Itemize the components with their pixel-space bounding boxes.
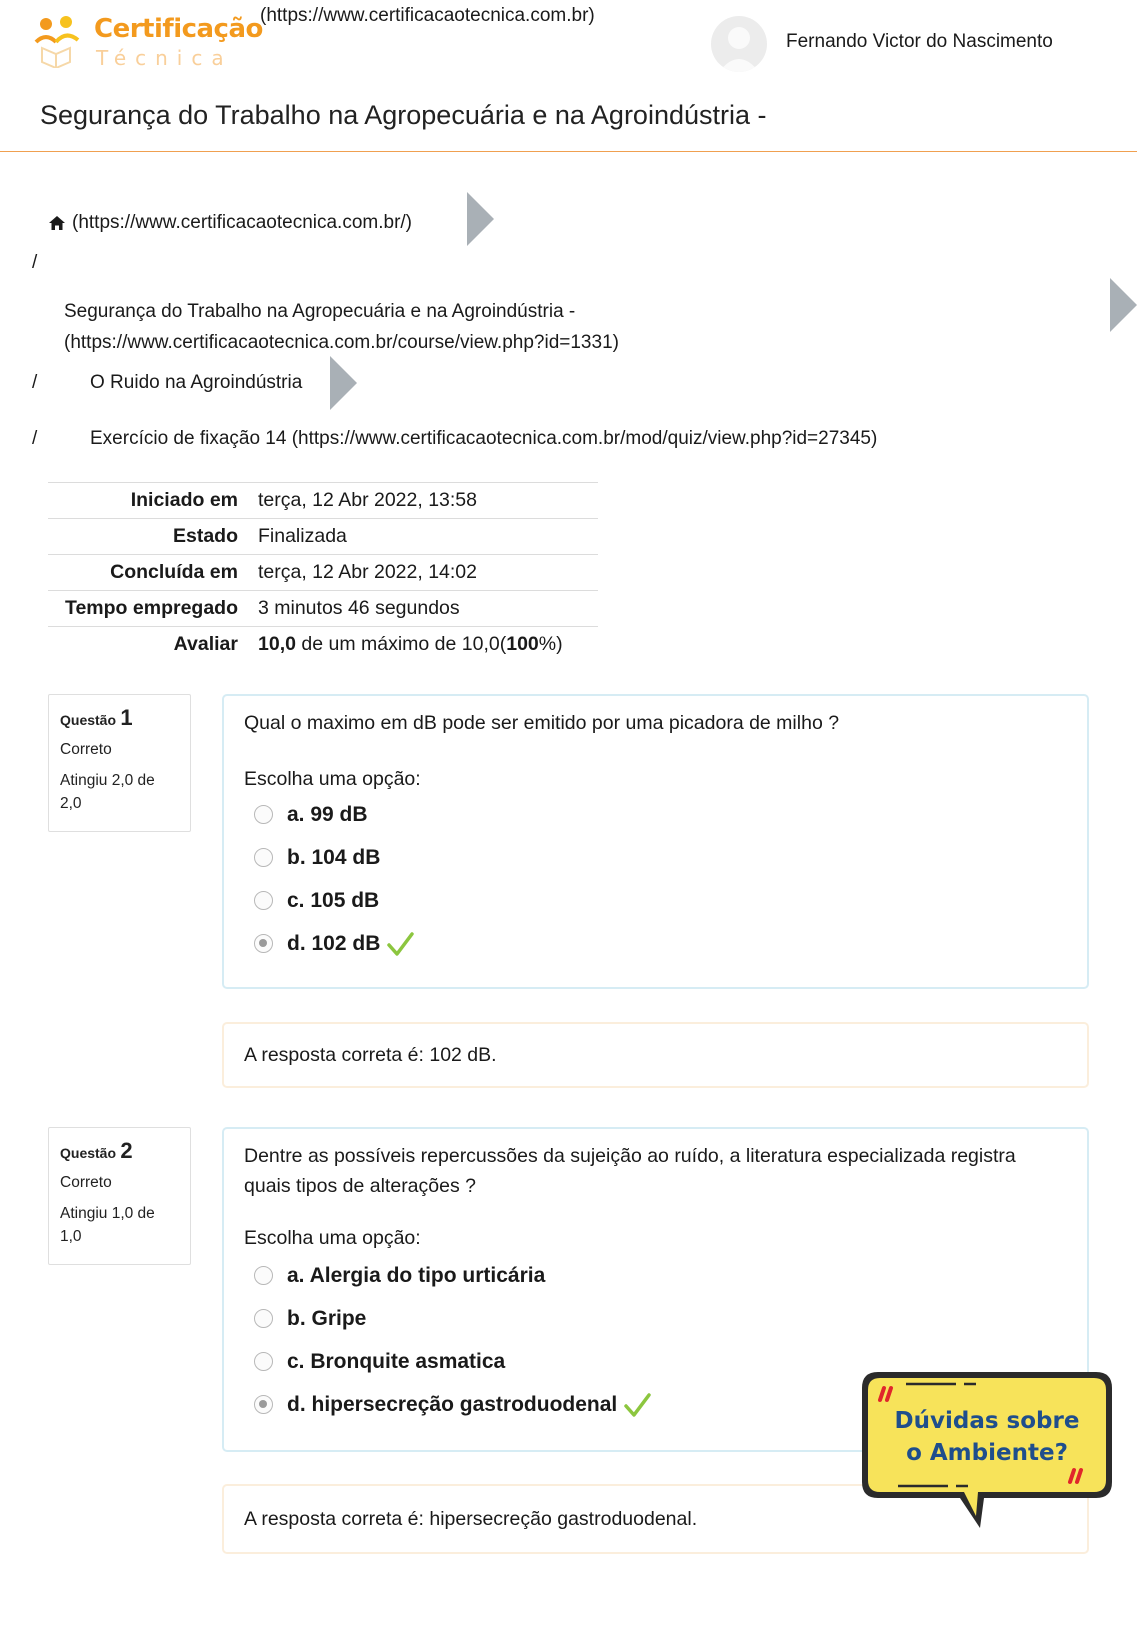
breadcrumb-arrow: [330, 356, 357, 410]
summary-label: Iniciado em: [48, 483, 248, 519]
correct-answer-text: A resposta correta é: 102 dB.: [244, 1043, 497, 1066]
summary-label: Tempo empregado: [48, 591, 248, 627]
question-grade: Atingiu 2,0 de 2,0: [60, 772, 155, 812]
home-icon: [48, 215, 66, 231]
summary-row-time: [48, 591, 598, 627]
summary-label: Concluída em: [48, 555, 248, 591]
breadcrumb-home-label: (https://www.certificacaotecnica.com.br/): [72, 212, 412, 233]
help-bubble-line1: Dúvidas sobre: [894, 1408, 1080, 1434]
grade-percent: 100: [506, 633, 539, 656]
summary-row-state: [48, 519, 598, 555]
breadcrumb-separator: /: [32, 428, 38, 449]
option-radio[interactable]: [254, 891, 273, 910]
summary-value: Finalizada: [248, 519, 598, 555]
grade-score: 10,0: [258, 633, 296, 656]
option-radio[interactable]: [254, 1352, 273, 1371]
summary-value: [248, 627, 598, 663]
option-radio-selected[interactable]: [254, 1395, 273, 1414]
option-label: a. 99 dB: [287, 802, 368, 826]
option-label: c. Bronquite asmatica: [287, 1349, 506, 1373]
help-bubble-line2: o Ambiente?: [906, 1440, 1068, 1466]
question-content: [222, 694, 1089, 989]
question-info: [48, 1127, 191, 1265]
option-label: d. 102 dB: [287, 931, 381, 955]
logo-text: Certificação: [94, 14, 263, 44]
breadcrumb-separator: /: [32, 372, 38, 393]
choice-prompt: Escolha uma opção:: [244, 1227, 421, 1249]
breadcrumb-course-line1: Segurança do Trabalho na Agropecuária e na Agroindústria -: [64, 301, 576, 322]
summary-row-completed: [48, 555, 598, 591]
question-info: [48, 694, 191, 832]
answer-option[interactable]: [254, 836, 1067, 879]
user-silhouette-icon: [711, 16, 767, 72]
summary-label: Avaliar: [48, 627, 248, 663]
summary-row-started: [48, 483, 598, 519]
summary-label: Estado: [48, 519, 248, 555]
option-label: d. hipersecreção gastroduodenal: [287, 1392, 618, 1416]
correct-check-icon: [623, 1391, 651, 1419]
user-name[interactable]: Fernando Victor do Nascimento: [786, 31, 1053, 52]
option-radio-selected[interactable]: [254, 934, 273, 953]
logo-subtext: Técnica: [96, 46, 233, 70]
question-grade: Atingiu 1,0 de 1,0: [60, 1205, 155, 1245]
option-radio[interactable]: [254, 1309, 273, 1328]
summary-row-grade: [48, 627, 598, 663]
answer-option-selected[interactable]: [254, 922, 1067, 965]
summary-value: terça, 12 Abr 2022, 13:58: [248, 483, 598, 519]
breadcrumb-arrow: [467, 192, 494, 246]
option-radio[interactable]: [254, 805, 273, 824]
breadcrumb-course[interactable]: [64, 296, 619, 358]
attempt-summary-table: [48, 482, 598, 663]
question-status: Correto: [60, 741, 112, 758]
option-label: c. 105 dB: [287, 888, 380, 912]
breadcrumb-home[interactable]: [48, 212, 412, 234]
user-avatar[interactable]: [711, 16, 767, 72]
correct-answer-feedback: [222, 1022, 1089, 1088]
option-label: b. Gripe: [287, 1306, 367, 1330]
answer-option[interactable]: [254, 1254, 1067, 1297]
question-label: Questão: [60, 1145, 117, 1161]
summary-value: terça, 12 Abr 2022, 14:02: [248, 555, 598, 591]
grade-middle: de um máximo de 10,0(: [295, 633, 507, 656]
page-title: Segurança do Trabalho na Agropecuária e na Agroindústria -: [40, 100, 767, 130]
site-url-link[interactable]: (https://www.certificacaotecnica.com.br): [260, 5, 595, 26]
answer-option[interactable]: [254, 879, 1067, 922]
question-label: Questão: [60, 712, 117, 728]
breadcrumb-quiz[interactable]: Exercício de fixação 14 (https://www.certificacaotecnica.com.br/mod/quiz/view.php?id=27345): [90, 428, 878, 449]
breadcrumb-arrow: [1110, 278, 1137, 332]
question-number: 1: [120, 705, 133, 730]
correct-check-icon: [386, 930, 414, 958]
option-label: b. 104 dB: [287, 845, 381, 869]
answer-option[interactable]: [254, 793, 1067, 836]
answer-option[interactable]: [254, 1297, 1067, 1340]
option-radio[interactable]: [254, 848, 273, 867]
option-label: a. Alergia do tipo urticária: [287, 1263, 546, 1287]
help-bubble-button[interactable]: [860, 1370, 1114, 1530]
option-radio[interactable]: [254, 1266, 273, 1285]
logo-graduates-icon: [32, 12, 92, 68]
question-status: Correto: [60, 1174, 112, 1191]
question-text: Dentre as possíveis repercussões da sujeição ao ruído, a literatura especializada registra quais tipos de alterações ?: [244, 1145, 1016, 1197]
breadcrumb-section[interactable]: O Ruido na Agroindústria: [90, 372, 303, 393]
correct-answer-text: A resposta correta é: hipersecreção gastroduodenal.: [244, 1507, 698, 1530]
page-header: [0, 0, 1137, 152]
question-text: Qual o maximo em dB pode ser emitido por uma picadora de milho ?: [244, 712, 840, 734]
summary-value: 3 minutos 46 segundos: [248, 591, 598, 627]
site-logo[interactable]: [32, 10, 263, 70]
choice-prompt: Escolha uma opção:: [244, 768, 421, 790]
grade-end: %): [538, 633, 563, 656]
question-number: 2: [120, 1138, 133, 1163]
breadcrumb-course-line2: (https://www.certificacaotecnica.com.br/course/view.php?id=1331): [64, 332, 619, 353]
breadcrumb-separator: /: [32, 252, 38, 273]
